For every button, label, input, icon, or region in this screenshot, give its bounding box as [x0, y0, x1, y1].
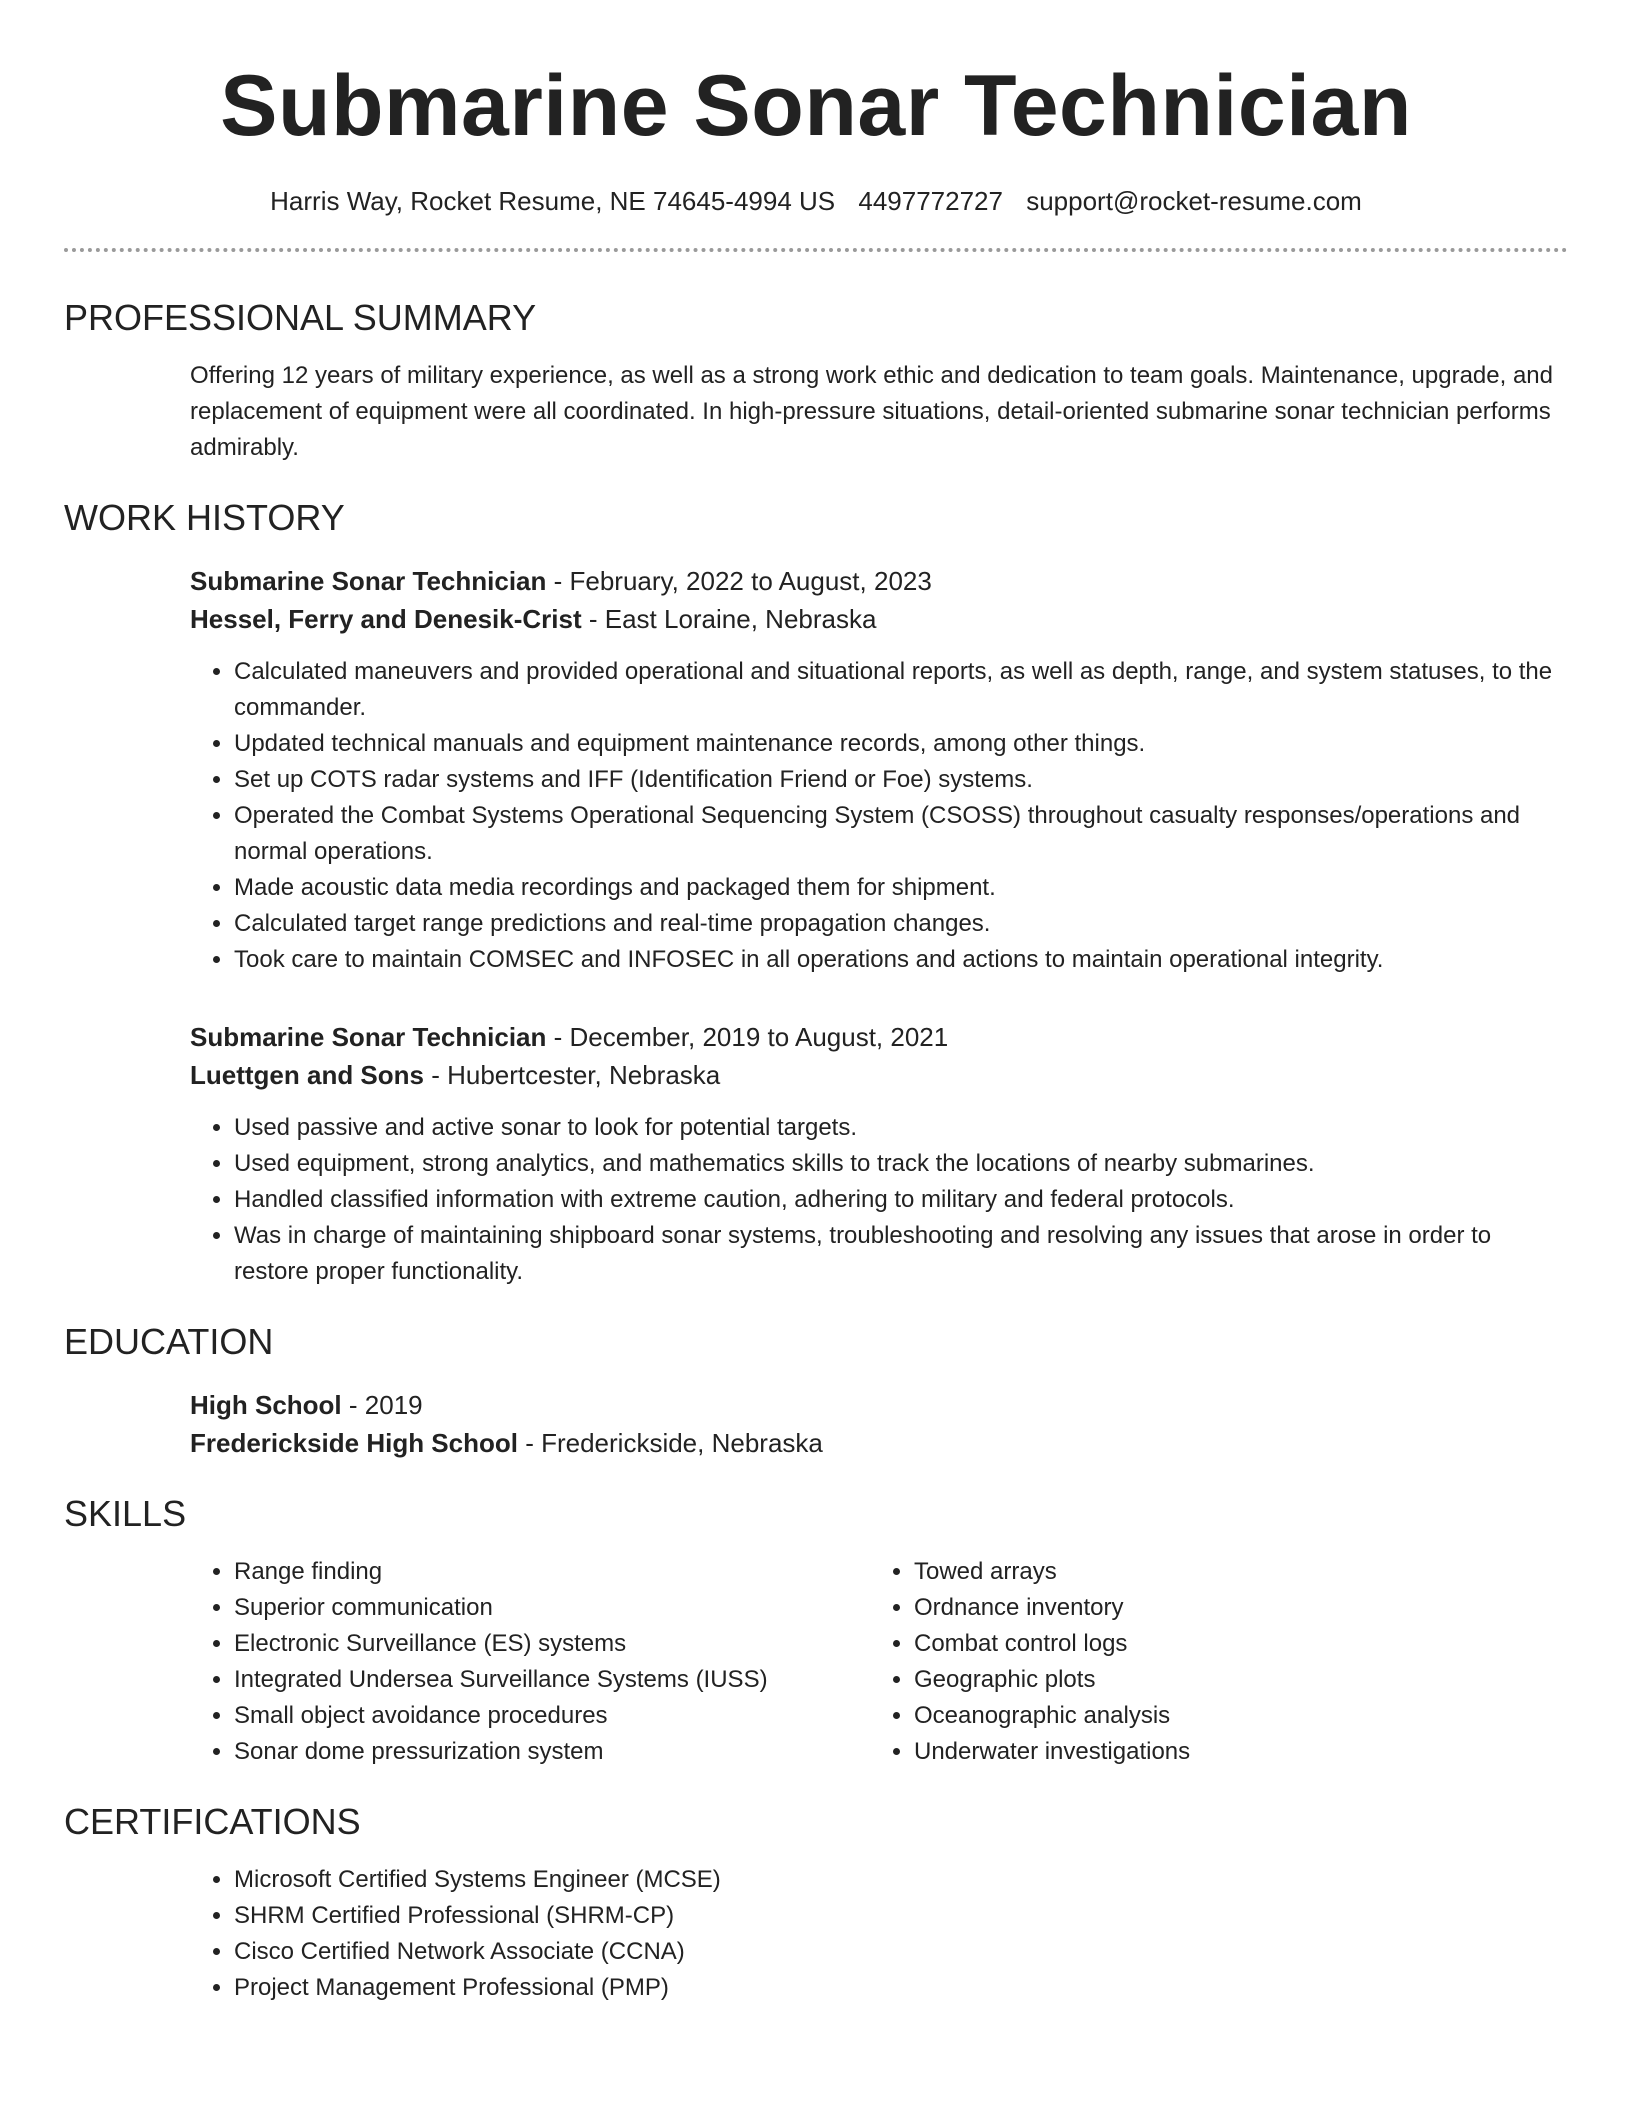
job-bullets: [190, 1110, 1568, 1290]
job-dates: - February, 2022 to August, 2023: [546, 566, 932, 596]
list-item: • Underwater investigations: [914, 1734, 1568, 1770]
work-history-section: [64, 496, 1568, 1290]
list-item: • Superior communication: [234, 1590, 870, 1626]
summary-section: [64, 296, 1568, 466]
job-company-line: [190, 600, 1568, 638]
contact-line: [64, 184, 1568, 218]
skills-grid: [190, 1554, 1568, 1770]
summary-heading: PROFESSIONAL SUMMARY: [64, 297, 537, 338]
job-dates: - December, 2019 to August, 2021: [546, 1022, 949, 1052]
education-section: [64, 1320, 1568, 1462]
skills-section: [64, 1492, 1568, 1770]
list-item: • Used equipment, strong analytics, and mathematics skills to track the locations of nearby submarines.: [234, 1146, 1568, 1182]
list-item: • Was in charge of maintaining shipboard sonar systems, troubleshooting and resolving any issues that arose in order to restore proper functionality.: [234, 1218, 1568, 1290]
certifications-heading: CERTIFICATIONS: [64, 1801, 361, 1842]
job-company-line: [190, 1056, 1568, 1094]
skills-heading: SKILLS: [64, 1493, 187, 1534]
list-item: • Small object avoidance procedures: [234, 1698, 870, 1734]
list-item: • Made acoustic data media recordings and packaged them for shipment.: [234, 870, 1568, 906]
list-item: • Microsoft Certified Systems Engineer (MCSE): [234, 1862, 1568, 1898]
list-item: • Handled classified information with extreme caution, adhering to military and federal protocols.: [234, 1182, 1568, 1218]
contact-address: Harris Way, Rocket Resume, NE 74645-4994 US: [270, 186, 836, 216]
education-year: - 2019: [341, 1390, 423, 1420]
list-item: • Ordnance inventory: [914, 1590, 1568, 1626]
work-history-heading: WORK HISTORY: [64, 497, 345, 538]
skills-list-left: [190, 1554, 870, 1770]
list-item: • SHRM Certified Professional (SHRM-CP): [234, 1898, 1568, 1934]
certifications-list-wrap: [190, 1862, 1568, 2006]
list-item: • Integrated Undersea Surveillance Systems (IUSS): [234, 1662, 870, 1698]
job-role: Submarine Sonar Technician: [190, 1022, 547, 1052]
list-item: • Towed arrays: [914, 1554, 1568, 1590]
job-entry: [190, 1018, 1568, 1290]
job-company: Luettgen and Sons: [190, 1060, 424, 1090]
list-item: • Combat control logs: [914, 1626, 1568, 1662]
resume-page: [64, 0, 1568, 2006]
list-item: • Geographic plots: [914, 1662, 1568, 1698]
list-item: • Calculated target range predictions and real-time propagation changes.: [234, 906, 1568, 942]
list-item: • Sonar dome pressurization system: [234, 1734, 870, 1770]
list-item: • Project Management Professional (PMP): [234, 1970, 1568, 2006]
list-item: • Took care to maintain COMSEC and INFOSEC in all operations and actions to maintain operational integrity.: [234, 942, 1568, 978]
list-item: • Cisco Certified Network Associate (CCNA): [234, 1934, 1568, 1970]
list-item: • Oceanographic analysis: [914, 1698, 1568, 1734]
list-item: • Used passive and active sonar to look for potential targets.: [234, 1110, 1568, 1146]
list-item: • Electronic Surveillance (ES) systems: [234, 1626, 870, 1662]
education-location: - Frederickside, Nebraska: [517, 1428, 823, 1458]
job-location: - Hubertcester, Nebraska: [424, 1060, 721, 1090]
contact-email: support@rocket-resume.com: [1026, 186, 1362, 216]
list-item: • Operated the Combat Systems Operational Sequencing System (CSOSS) throughout casualty responses/operations and normal operations.: [234, 798, 1568, 870]
list-item: • Set up COTS radar systems and IFF (Identification Friend or Foe) systems.: [234, 762, 1568, 798]
education-school-line: [190, 1424, 1568, 1462]
education-degree-line: [190, 1386, 1568, 1424]
certifications-list: [190, 1862, 1568, 2006]
education-heading: EDUCATION: [64, 1321, 274, 1362]
job-role: Submarine Sonar Technician: [190, 566, 547, 596]
header-divider: [64, 248, 1568, 252]
job-location: - East Loraine, Nebraska: [581, 604, 877, 634]
job-entry: [190, 562, 1568, 978]
list-item: • Range finding: [234, 1554, 870, 1590]
education-school: Frederickside High School: [190, 1428, 518, 1458]
list-item: • Calculated maneuvers and provided operational and situational reports, as well as depth, range, and system statuses, to the commander.: [234, 654, 1568, 726]
contact-phone: 4497772727: [858, 186, 1003, 216]
skills-list-right: [870, 1554, 1568, 1770]
certifications-section: [64, 1800, 1568, 2006]
job-title-line: [190, 562, 1568, 600]
job-title-line: [190, 1018, 1568, 1056]
summary-text: Offering 12 years of military experience, as well as a strong work ethic and dedication to team goals. Maintenance, upgrade, and replacement of equipment were all coordinated. In high-pressure situations, detail-oriented submarine sonar technician performs admirably.: [190, 362, 1553, 461]
candidate-name: Submarine Sonar Technician: [220, 58, 1412, 154]
job-bullets: [190, 654, 1568, 978]
education-degree: High School: [190, 1390, 342, 1420]
education-entry: [190, 1386, 1568, 1462]
list-item: • Updated technical manuals and equipment maintenance records, among other things.: [234, 726, 1568, 762]
job-company: Hessel, Ferry and Denesik-Crist: [190, 604, 582, 634]
